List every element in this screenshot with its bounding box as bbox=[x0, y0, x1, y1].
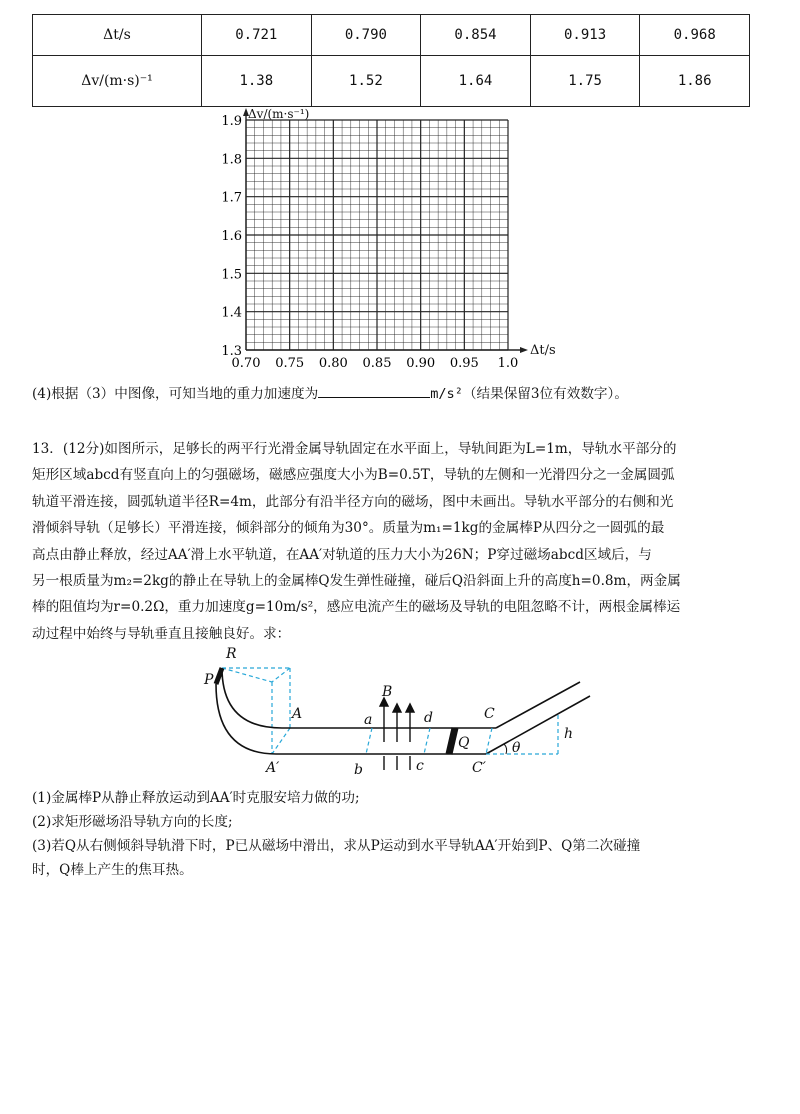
label-a: A bbox=[292, 706, 303, 722]
table-row bbox=[33, 56, 750, 107]
row2-label: Δv/(m·s)⁻¹ bbox=[33, 56, 202, 107]
label-b: b bbox=[354, 762, 363, 778]
graph-paper-chart bbox=[221, 104, 566, 376]
x-tick-label: 0.70 bbox=[231, 356, 261, 371]
x-tick-label: 0.90 bbox=[406, 356, 436, 371]
label-b-field: B bbox=[382, 684, 393, 700]
x-axis-arrow bbox=[520, 347, 528, 353]
table-cell: 0.721 bbox=[202, 15, 312, 56]
problem-line: 高点由静止释放，经过AA′滑上水平轨道，在AA′对轨道的压力大小为26N；P穿过磁场abcd区域后，与 bbox=[32, 546, 652, 563]
label-h: h bbox=[564, 726, 574, 742]
label-c: C bbox=[484, 706, 495, 722]
y-tick-label: 1.6 bbox=[221, 229, 242, 244]
problem-line: 滑倾斜导轨（足够长）平滑连接，倾斜部分的倾角为30°。质量为m₁=1kg的金属棒P从四分之一圆弧的最 bbox=[32, 520, 665, 537]
x-axis-label: Δt/s bbox=[530, 343, 556, 358]
y-tick-label: 1.9 bbox=[221, 114, 242, 129]
problem-line: 另一根质量为m₂=2kg的静止在导轨上的金属棒Q发生弹性碰撞，碰后Q沿斜面上升的高度h=0.8m，两金属 bbox=[32, 573, 681, 590]
label-d: d bbox=[424, 710, 433, 726]
label-r: R bbox=[226, 646, 237, 662]
data-table bbox=[32, 14, 750, 107]
y-tick-label: 1.8 bbox=[221, 152, 242, 168]
x-tick-label: 0.85 bbox=[362, 356, 392, 371]
label-a-lower: a bbox=[364, 712, 373, 728]
arc-construction-lines bbox=[222, 668, 290, 754]
question-item: (2)求矩形磁场沿导轨方向的长度; bbox=[32, 814, 233, 830]
table-cell: 0.790 bbox=[311, 15, 421, 56]
sub-questions bbox=[32, 786, 640, 882]
label-c-lower: c bbox=[416, 758, 424, 774]
rod-p bbox=[216, 668, 222, 684]
question-item: (1)金属棒P从静止释放运动到AA′时克服安培力做的功; bbox=[32, 790, 360, 806]
table-cell: 0.854 bbox=[421, 15, 531, 56]
problem-line: 轨道平滑连接，圆弧轨道半径R=4m，此部分有沿半径方向的磁场，图中未画出。导轨水平部分的右侧和光 bbox=[32, 493, 674, 510]
problem-line: 动过程中始终与导轨垂直且接触良好。求： bbox=[32, 625, 291, 642]
q4-prefix: (4)根据（3）中图像，可知当地的重力加速度为 bbox=[32, 386, 319, 402]
table-cell: 1.52 bbox=[311, 56, 421, 107]
row1-label: Δt/s bbox=[33, 15, 202, 56]
x-tick-label: 1.0 bbox=[497, 356, 519, 371]
x-tick-label: 0.95 bbox=[449, 356, 479, 371]
x-tick-label: 0.75 bbox=[275, 356, 305, 371]
table-cell: 1.86 bbox=[640, 56, 750, 107]
axes bbox=[243, 108, 528, 353]
y-tick-label: 1.3 bbox=[221, 344, 242, 359]
q4-unit: m/s² bbox=[430, 386, 463, 402]
table-cell: 0.968 bbox=[640, 15, 750, 56]
rod-q bbox=[449, 728, 455, 754]
major-grid bbox=[246, 120, 508, 350]
table-cell: 1.64 bbox=[421, 56, 531, 107]
table-row bbox=[33, 15, 750, 56]
problem-13 bbox=[32, 436, 772, 647]
x-tick-label: 0.80 bbox=[318, 356, 348, 371]
theta-arc bbox=[504, 744, 507, 754]
q4-suffix: （结果保留3位有效数字）。 bbox=[462, 386, 628, 402]
question-item: 时，Q棒上产生的焦耳热。 bbox=[32, 862, 193, 878]
label-a-prime: A′ bbox=[266, 760, 280, 776]
label-c-prime: C′ bbox=[472, 760, 486, 776]
y-tick-label: 1.5 bbox=[221, 267, 242, 283]
y-tick-label: 1.7 bbox=[221, 190, 242, 206]
inclined-rails bbox=[486, 682, 590, 754]
table-cell: 1.38 bbox=[202, 56, 312, 107]
question-4 bbox=[32, 382, 628, 404]
label-q: Q bbox=[458, 735, 470, 751]
label-theta: θ bbox=[512, 740, 521, 756]
label-p: P bbox=[204, 672, 214, 688]
problem-line: 13．(12分)如图所示，足够长的两平行光滑金属导轨固定在水平面上，导轨间距为L=1m，导轨水平部分的 bbox=[32, 441, 677, 457]
table-cell: 1.75 bbox=[530, 56, 640, 107]
table-cell: 0.913 bbox=[530, 15, 640, 56]
field-arrows bbox=[380, 698, 414, 770]
answer-blank bbox=[318, 382, 430, 398]
y-tick-label: 1.4 bbox=[221, 305, 242, 321]
problem-line: 矩形区域abcd有竖直向上的匀强磁场，磁感应强度大小为B=0.5T，导轨的左侧和一光滑四分之一金属圆弧 bbox=[32, 467, 675, 484]
problem-line: 棒的阻值均为r=0.2Ω，重力加速度g=10m/s²，感应电流产生的磁场及导轨的电阻忽略不计，两根金属棒运 bbox=[32, 599, 681, 616]
question-item: (3)若Q从右侧倾斜导轨滑下时，P已从磁场中滑出，求从P运动到水平导轨AA′开始到P、Q第二次碰撞 bbox=[32, 838, 641, 854]
y-axis-label: Δv/(m·s⁻¹) bbox=[248, 107, 310, 121]
rail-diagram bbox=[196, 644, 596, 780]
